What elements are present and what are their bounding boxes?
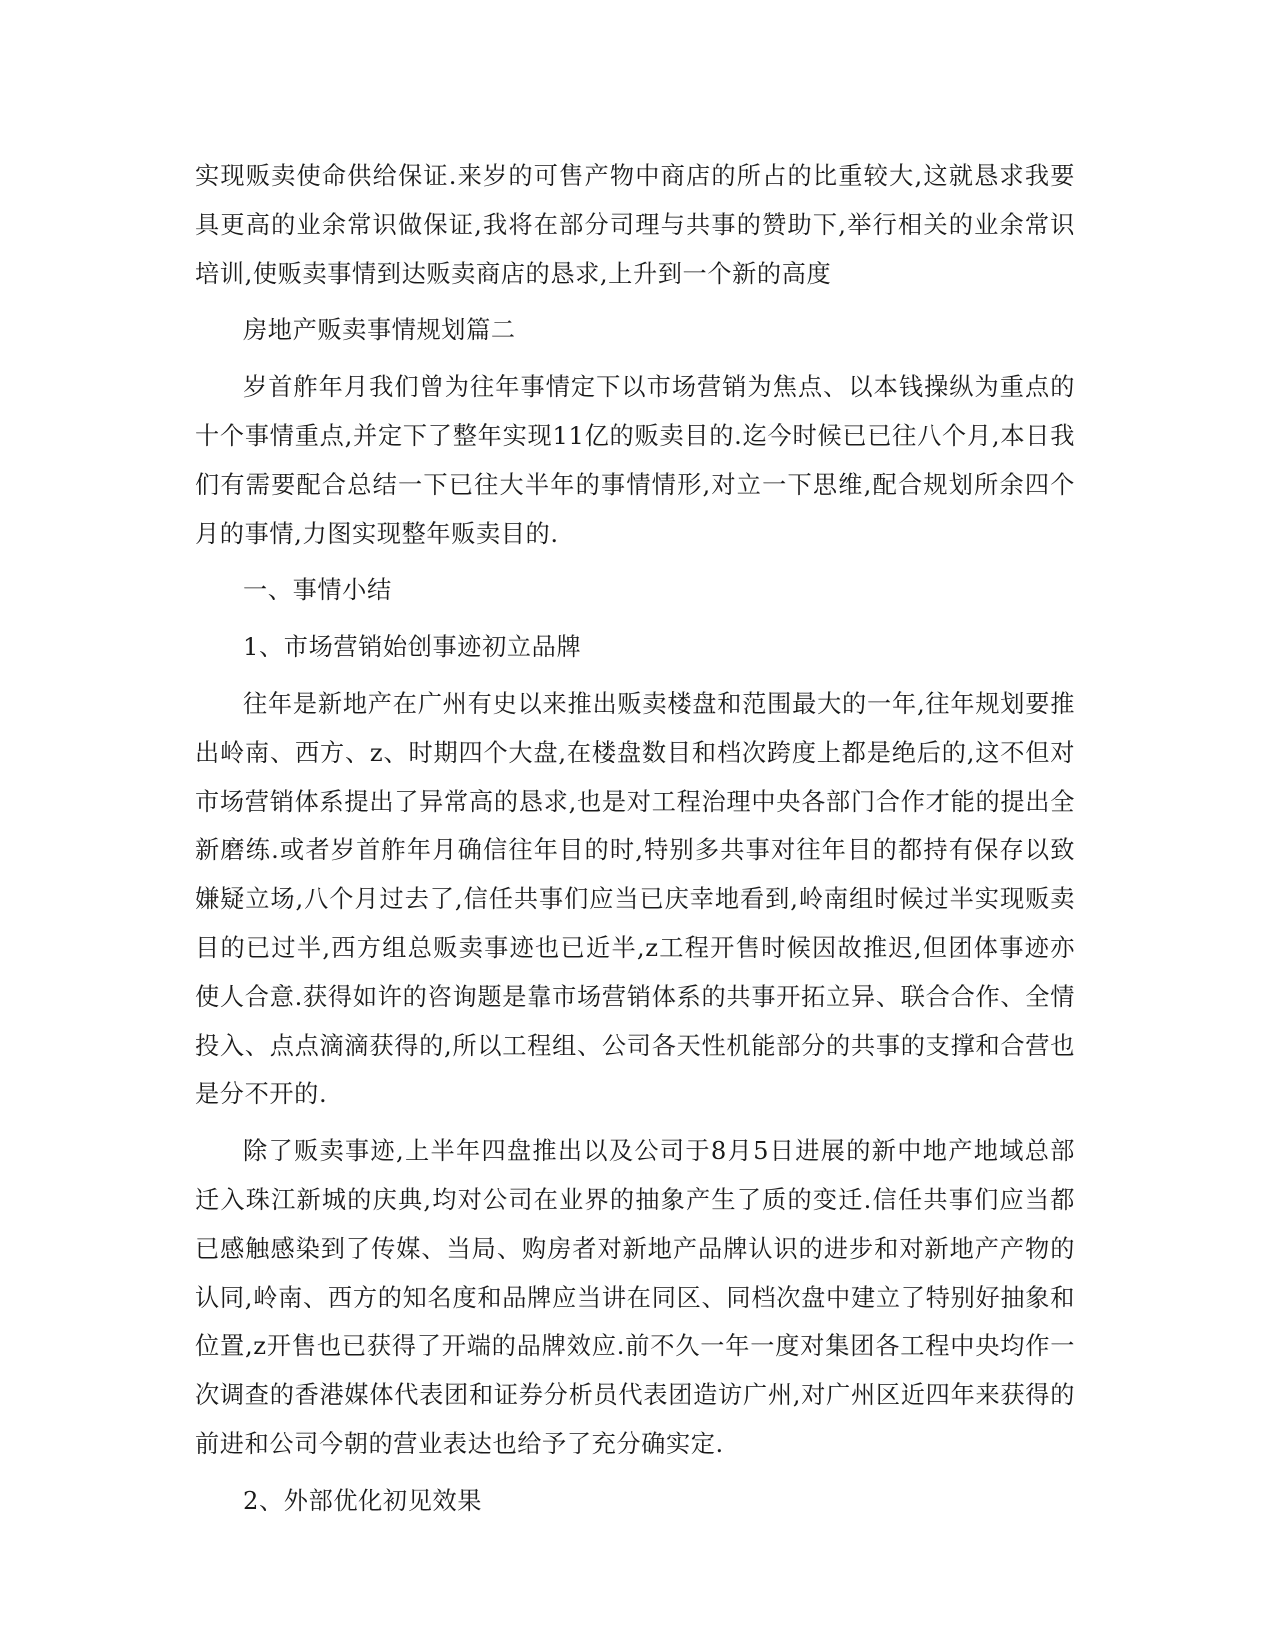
heading-summary: 一、事情小结 bbox=[243, 576, 392, 605]
subheading-internal: 2、外部优化初见效果 bbox=[243, 1486, 483, 1515]
paragraph-continuation: 实现贩卖使命供给保证.来岁的可售产物中商店的所占的比重较大,这就恳求我要具更高的业余常识做保证,我将在部分司理与共事的赞助下,举行相关的业余常识培训,使贩卖事情到达贩卖商店的恳求,上升到一个新的高度 bbox=[195, 162, 1075, 288]
document-body bbox=[195, 152, 1075, 1526]
paragraph-brand: 除了贩卖事迹,上半年四盘推出以及公司于8月5日进展的新中地产地域总部迁入珠江新城的庆典,均对公司在业界的抽象产生了质的变迁.信任共事们应当都已感触感染到了传媒、当局、购房者对新地产品牌认识的进步和对新地产产物的认同,岭南、西方的知名度和品牌应当讲在同区、同档次盘中建立了特别好抽象和位置,z开售也已获得了开端的品牌效应.前不久一年一度对集团各工程中央均作一次调查的香港媒体代表团和证券分析员代表团造访广州,对广州区近四年来获得的前进和公司今朝的营业表达也给予了充分确实定. bbox=[195, 1137, 1075, 1458]
section-title: 房地产贩卖事情规划篇二 bbox=[243, 316, 516, 345]
paragraph-intro: 岁首舴年月我们曾为往年事情定下以市场营销为焦点、以本钱操纵为重点的十个事情重点,并定下了整年实现11亿的贩卖目的.迄今时候已已往八个月,本日我们有需要配合总结一下已往大半年的事情情形,对立一下思维,配合规划所余四个月的事情,力图实现整年贩卖目的. bbox=[195, 373, 1075, 548]
paragraph-marketing: 往年是新地产在广州有史以来推出贩卖楼盘和范围最大的一年,往年规划要推出岭南、西方、z、时期四个大盘,在楼盘数目和档次跨度上都是绝后的,这不但对市场营销体系提出了异常高的恳求,也是对工程治理中央各部门合作才能的提出全新磨练.或者岁首舴年月确信往年目的时,特别多共事对往年目的都持有保存以致嫌疑立场,八个月过去了,信任共事们应当已庆幸地看到,岭南组时候过半实现贩卖目的已过半,西方组总贩卖事迹也已近半,z工程开售时候因故推迟,但团体事迹亦使人合意.获得如许的咨询题是靠市场营销体系的共事开拓立异、联合合作、全情投入、点点滴滴获得的,所以工程组、公司各天性机能部分的共事的支撑和合营也是分不开的. bbox=[195, 689, 1075, 1109]
subheading-marketing: 1、市场营销始创事迹初立品牌 bbox=[243, 633, 582, 662]
